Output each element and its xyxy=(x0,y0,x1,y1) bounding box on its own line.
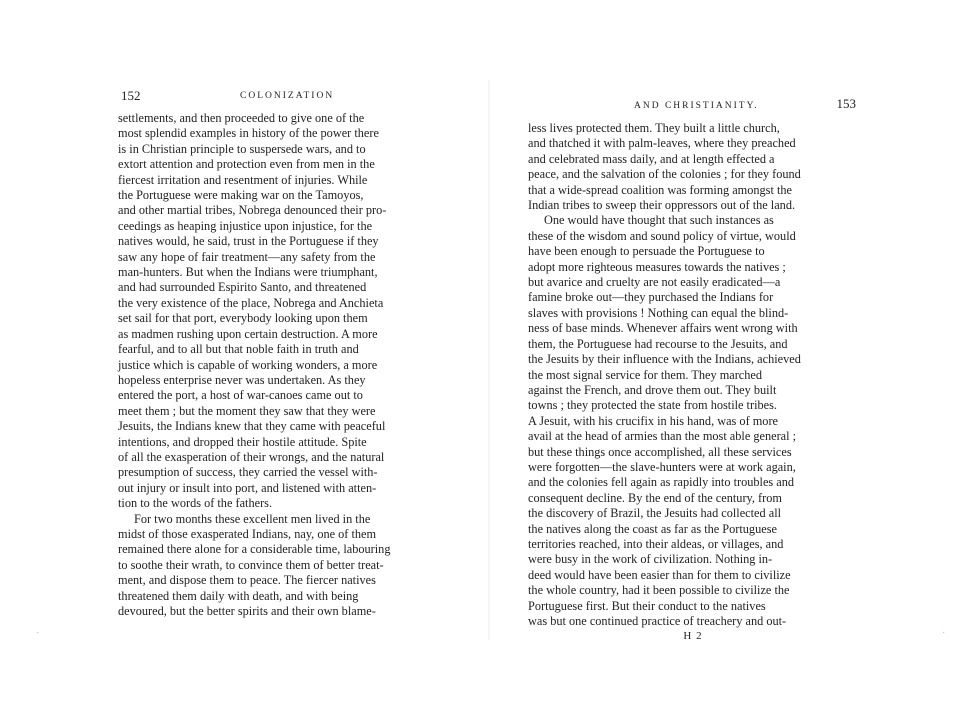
text-line: and had surrounded Espirito Santo, and threatened xyxy=(118,280,367,295)
right-running-head: AND CHRISTIANITY. xyxy=(634,101,759,111)
text-line: that a wide-spread coalition was forming amongst the xyxy=(528,182,792,197)
text-line: fearful, and to all but that noble faith in truth and xyxy=(118,342,359,357)
text-line: For two months these excellent men lived in the xyxy=(134,511,371,526)
text-line: to soothe their wrath, to convince them of better treat- xyxy=(118,557,384,572)
text-line: tion to the words of the fathers. xyxy=(118,496,273,511)
text-line: threatened them daily with death, and with being xyxy=(118,588,359,603)
text-line: entered the port, a host of war-canoes came out to xyxy=(118,388,363,403)
text-line: saw any hope of fair treatment—any safety from the xyxy=(118,249,376,264)
text-line: the natives along the coast as far as the Portuguese xyxy=(528,521,777,536)
right-page-header xyxy=(528,96,858,116)
text-line: have been enough to persuade the Portuguese to xyxy=(528,244,765,259)
text-line: and thatched it with palm-leaves, where they preached xyxy=(528,136,796,151)
text-line: adopt more righteous measures towards the natives ; xyxy=(528,259,786,274)
text-line: but these things once accomplished, all these services xyxy=(528,444,792,459)
text-line: devoured, but the better spirits and their own blame- xyxy=(118,604,376,618)
text-line: remained there alone for a considerable time, labouring xyxy=(118,542,391,557)
text-line: the very existence of the place, Nobrega and Anchieta xyxy=(118,295,384,310)
text-line: most splendid examples in history of the power there xyxy=(118,126,379,141)
text-line: ment, and dispose them to peace. The fiercer natives xyxy=(118,573,376,588)
left-page-number: 152 xyxy=(121,88,141,103)
text-line: and the colonies fell again as rapidly into troubles and xyxy=(528,475,795,490)
text-line: One would have thought that such instances as xyxy=(544,213,774,228)
text-line: Indian tribes to sweep their oppressors out of the land. xyxy=(528,198,796,213)
left-page-header xyxy=(118,88,463,108)
text-line: the Portuguese were making war on the Tamoyos, xyxy=(118,188,364,203)
text-line: as madmen rushing upon certain destruction. A more xyxy=(118,326,378,341)
book-gutter xyxy=(488,80,490,640)
text-line: these of the wisdom and sound policy of virtue, would xyxy=(528,228,796,243)
text-line: were forgotten—the slave-hunters were at work again, xyxy=(528,459,796,474)
right-paragraph-2 xyxy=(528,213,858,629)
text-line: Portuguese first. But their conduct to the natives xyxy=(528,598,766,613)
left-paragraph-2 xyxy=(118,512,463,620)
right-paragraph-1 xyxy=(528,121,858,213)
text-line: was but one continued practice of treachery and out- xyxy=(528,614,787,628)
text-line: of all the exasperation of their wrongs, and the natural xyxy=(118,449,385,464)
text-line: slaves with provisions ! Nothing can equal the blind- xyxy=(528,305,789,320)
text-line: intentions, and dropped their hostile attitude. Spite xyxy=(118,434,367,449)
text-line: the discovery of Brazil, the Jesuits had collected all xyxy=(528,506,782,521)
text-line: avail at the head of armies than the most able general ; xyxy=(528,429,797,444)
text-line: is in Christian principle to suspersede wars, and to xyxy=(118,141,366,156)
text-line: peace, and the salvation of the colonies ; for they found xyxy=(528,167,801,182)
text-line: out injury or insult into port, and listened with atten- xyxy=(118,480,377,495)
text-line: A Jesuit, with his crucifix in his hand, was of more xyxy=(528,413,779,428)
text-line: the whole country, had it been possible to civilize the xyxy=(528,583,790,598)
left-page-text xyxy=(118,111,463,619)
text-line: famine broke out—they purchased the Indians for xyxy=(528,290,774,305)
text-line: them, the Portuguese had recourse to the Jesuits, and xyxy=(528,336,788,351)
left-paragraph-1 xyxy=(118,111,463,512)
text-line: hopeless enterprise never was undertaken. As they xyxy=(118,372,366,387)
scan-speck: · xyxy=(942,628,946,639)
text-line: extort attention and protection even from men in the xyxy=(118,157,375,172)
right-page-text xyxy=(528,121,858,629)
text-line: ness of base minds. Whenever affairs went wrong with xyxy=(528,321,798,336)
right-page xyxy=(528,96,858,642)
text-line: the Jesuits by their influence with the Indians, achieved xyxy=(528,352,801,367)
text-line: consequent decline. By the end of the century, from xyxy=(528,490,782,505)
text-line: fiercest irritation and resentment of injuries. While xyxy=(118,172,368,187)
text-line: natives would, he said, trust in the Portuguese if they xyxy=(118,234,379,249)
text-line: deed would have been easier than for them to civilize xyxy=(528,567,791,582)
text-line: set sail for that port, everybody looking upon them xyxy=(118,311,368,326)
right-page-number: 153 xyxy=(836,96,856,111)
text-line: Jesuits, the Indians knew that they came with peaceful xyxy=(118,419,386,434)
text-line: less lives protected them. They built a little church, xyxy=(528,121,780,135)
text-line: towns ; they protected the state from hostile tribes. xyxy=(528,398,777,413)
text-line: and celebrated mass daily, and at length effected a xyxy=(528,151,775,166)
left-page xyxy=(118,88,463,619)
text-line: meet them ; but the moment they saw that they were xyxy=(118,403,376,418)
text-line: man-hunters. But when the Indians were triumphant, xyxy=(118,265,378,280)
text-line: midst of those exasperated Indians, nay, one of them xyxy=(118,526,377,541)
text-line: were busy in the work of civilization. Nothing in- xyxy=(528,552,773,567)
signature-mark: H 2 xyxy=(683,630,703,643)
text-line: territories reached, into their aldeas, or villages, and xyxy=(528,536,784,551)
text-line: presumption of success, they carried the vessel with- xyxy=(118,465,378,480)
text-line: ceedings as heaping injustice upon injustice, for the xyxy=(118,218,373,233)
text-line: the most signal service for them. They marched xyxy=(528,367,763,382)
text-line: justice which is capable of working wonders, a more xyxy=(118,357,378,372)
text-line: but avarice and cruelty are not easily eradicated—a xyxy=(528,275,781,290)
text-line: settlements, and then proceeded to give one of the xyxy=(118,111,365,125)
text-line: and other martial tribes, Nobrega denounced their pro- xyxy=(118,203,387,218)
left-running-head: COLONIZATION xyxy=(240,91,335,101)
text-line: against the French, and drove them out. They built xyxy=(528,382,777,397)
scan-speck: · xyxy=(36,628,40,639)
